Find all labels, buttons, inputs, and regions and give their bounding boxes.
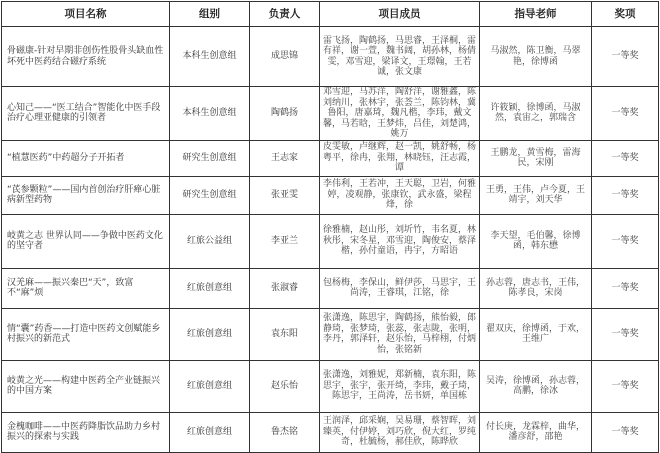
table-row <box>2 27 659 87</box>
project-name: 岐黄之光——构建中医药全产业链振兴的中国方案 <box>2 360 170 412</box>
project-name: 骨磁康-针对早期非创伤性股骨头缺血性坏死中医药结合磁疗系统 <box>2 27 170 87</box>
project-award: 一等奖 <box>592 27 659 87</box>
table-row <box>2 308 659 360</box>
table-row <box>2 268 659 308</box>
project-leader: 张淑睿 <box>250 268 320 308</box>
project-award: 一等奖 <box>592 308 659 360</box>
project-mentors: 李天望，毛伯馨，徐博函，韩东懋 <box>480 214 592 268</box>
project-group: 研究生创意组 <box>170 176 250 214</box>
project-leader: 鲁杰铭 <box>250 412 320 452</box>
project-members: 包杨梅，李保山，鲜伊莎，马思宇，王尚涛，王睿琪，江铭，徐 <box>320 268 480 308</box>
project-award: 一等奖 <box>592 140 659 176</box>
project-mentors: 付长庚，龙霖梓，曲华，潘彦舒，邵艳 <box>480 412 592 452</box>
project-leader: 王志家 <box>250 140 320 176</box>
project-members: 雷飞扬，陶鹤扬，马思睿，王泽桐，雷有祥，谢一萱，魏书阔，胡孙林，杨倩雯，邓雪迎，梁译文，王璟翰，王若诚，张文康 <box>320 27 480 87</box>
table-row <box>2 360 659 412</box>
project-name: 情“囊”药香——打造中医药文创赋能乡村振兴的新范式 <box>2 308 170 360</box>
project-award: 一等奖 <box>592 214 659 268</box>
project-group: 红旅创意组 <box>170 268 250 308</box>
award-table <box>1 1 659 453</box>
project-mentors: 许筱颖，徐博函，马淑然，袁宙之，郭瑞含 <box>480 87 592 141</box>
project-mentors: 王勇，王伟，卢今夏，王靖宇，刘天华 <box>480 176 592 214</box>
project-leader: 赵乐怡 <box>250 360 320 412</box>
table-row <box>2 412 659 452</box>
project-name: 汉羌麻——振兴秦巴“天”，致富不“麻”烦 <box>2 268 170 308</box>
project-name: 岐黄之志 世界认同——争做中医药文化的坚守者 <box>2 214 170 268</box>
project-members: 张潇逸，陈思宇，陶鹤扬，熊怡毅，郎静琦，张梦琦，张蕊，张志陇，张明，李丹，郭泽轩，赵乐怡，马梓栩，付炳怡，张铭新 <box>320 308 480 360</box>
project-name: “芪参颗粒”——国内首创治疗肝瘅心脏病新型药物 <box>2 176 170 214</box>
project-mentors: 翟双庆，徐博函，于欢，王维广 <box>480 308 592 360</box>
header-mentors: 指导老师 <box>480 2 592 27</box>
header-members: 项目成员 <box>320 2 480 27</box>
header-name: 项目名称 <box>2 2 170 27</box>
project-award: 一等奖 <box>592 268 659 308</box>
project-members: 王润泽，邱采娴，吴易珊，蔡智晖，刘臻英，付伊婷，刘巧欣，倪大红，罗纯奇，杜毓杨，郝佳欣，陈晔欣 <box>320 412 480 452</box>
project-leader: 袁东阳 <box>250 308 320 360</box>
project-mentors: 马淑然，陈卫衡，马翠艳，徐博函 <box>480 27 592 87</box>
project-leader: 陶鹤扬 <box>250 87 320 141</box>
table-header-row <box>2 2 659 27</box>
header-award: 奖项 <box>592 2 659 27</box>
project-award: 一等奖 <box>592 176 659 214</box>
project-group: 本科生创意组 <box>170 87 250 141</box>
project-members: 皮雯敏，卢继辉，赵一凯，姚舒畅，杨粤平，徐冉，张翔，林晓钰，汪志霞，谭 <box>320 140 480 176</box>
table-row <box>2 87 659 141</box>
project-group: 红旅创意组 <box>170 360 250 412</box>
project-mentors: 吴涛，徐博函，孙志蓉，高鹏，徐冰 <box>480 360 592 412</box>
project-leader: 张亚雯 <box>250 176 320 214</box>
project-members: 张潇逸，刘雅妮，郑新楠，袁东阳，陈思宇，张宇，张开绮，李玮，戴子琦，陈思宇，王尚涛，岳书妍，单国栋 <box>320 360 480 412</box>
project-award: 一等奖 <box>592 412 659 452</box>
project-name: 金槐咖啡——中医药降脂饮品助力乡村振兴的探索与实践 <box>2 412 170 452</box>
project-leader: 李亚兰 <box>250 214 320 268</box>
project-award: 一等奖 <box>592 360 659 412</box>
table-row <box>2 176 659 214</box>
project-members: 徐雅楠，赵山彤，刘圻竹，韦名夏，林秋彤，宋冬星，邓雪迎，陶俊安，蔡泽楷，孙付童语，冉宇，方昭语 <box>320 214 480 268</box>
table-row <box>2 140 659 176</box>
project-group: 红旅创意组 <box>170 308 250 360</box>
project-mentors: 王鹏龙，黄雪梅，雷海民，宋刚 <box>480 140 592 176</box>
project-name: “植慧医药”中药超分子开拓者 <box>2 140 170 176</box>
project-mentors: 孙志蓉，唐志书，王伟，陈孝良，宋岗 <box>480 268 592 308</box>
header-leader: 负责人 <box>250 2 320 27</box>
header-group: 组别 <box>170 2 250 27</box>
project-group: 红旅公益组 <box>170 214 250 268</box>
project-group: 研究生创意组 <box>170 140 250 176</box>
project-leader: 成思锦 <box>250 27 320 87</box>
project-name: 心知己——“医工结合”智能化中医手段治疗心理亚健康的引领者 <box>2 87 170 141</box>
project-group: 红旅创意组 <box>170 412 250 452</box>
table-row <box>2 214 659 268</box>
project-group: 本科生创意组 <box>170 27 250 87</box>
project-award: 一等奖 <box>592 87 659 141</box>
project-members: 李伟利，王若冲，王天聪，卫岩，何雅婷，凌观静，张康钦，武永盛，梁程烽，徐 <box>320 176 480 214</box>
project-members: 邓雪迎，马苏洋，陶舒洋，谢雅鑫，陈刘纳川，张林宇，张荟兰，陈钧林，冀鲁阳，唐嘉琦，魏凡楷，李玮，戴文馨，马若晗，王梦炜，吕佳，刘楚鸿，姚万 <box>320 87 480 141</box>
